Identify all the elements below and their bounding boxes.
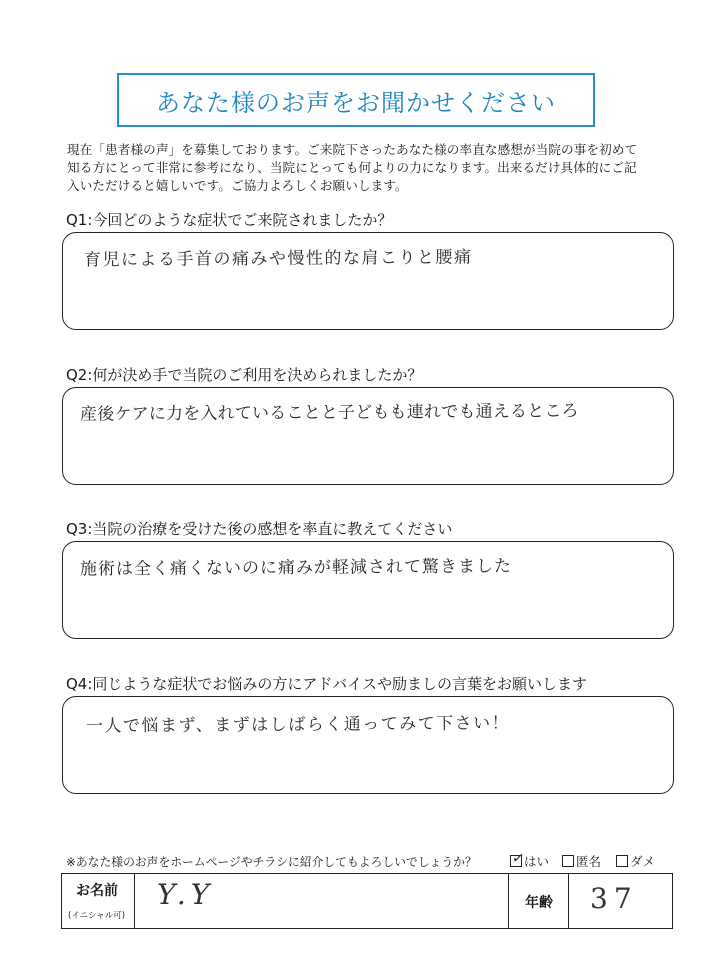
consent-option-label: ダメ bbox=[630, 854, 656, 869]
page-title-text: あなた様のお声をお聞かせください bbox=[156, 88, 556, 117]
answer-1-text: 育児による手首の痛みや慢性的な肩こりと腰痛 bbox=[83, 247, 473, 271]
consent-option-label: 匿名 bbox=[576, 854, 602, 869]
intro-line: 入いただけると嬉しいです。ご協力よろしくお願いします。 bbox=[67, 178, 408, 193]
name-age-table bbox=[61, 873, 673, 929]
question-4-label: Q4:同じような症状でお悩みの方にアドバイスや励ましの言葉をお願いします bbox=[66, 675, 587, 693]
intro-line: 知る方にとって非常に参考になり、当院にとっても何よりの力になります。出来るだけ具体的にご記 bbox=[67, 160, 637, 175]
question-3-label: Q3:当院の治療を受けた後の感想を率直に教えてください bbox=[66, 520, 453, 538]
age-label: 年齢 bbox=[525, 895, 553, 911]
question-2-label: Q2:何が決め手で当院のご利用を決められましたか？ bbox=[66, 366, 423, 384]
intro-paragraph bbox=[67, 141, 677, 195]
intro-line: 現在「患者様の声」を募集しております。ご来院下さったあなた様の率直な感想が当院の事を初めて bbox=[67, 142, 638, 157]
question-1-label: Q1:今回どのような症状でご来院されましたか？ bbox=[66, 211, 393, 229]
check-icon: ✓ bbox=[510, 848, 526, 868]
consent-question: ※あなた様のお声をホームページやチラシに紹介してもよろしいでしょうか？ bbox=[66, 855, 477, 869]
consent-option-yes[interactable] bbox=[510, 848, 550, 870]
consent-option-anonymous[interactable] bbox=[562, 852, 601, 870]
checkbox-checked[interactable] bbox=[510, 848, 526, 868]
consent-option-label: はい bbox=[524, 854, 550, 869]
age-value[interactable]: 37 bbox=[590, 882, 638, 915]
divider bbox=[568, 874, 569, 928]
divider bbox=[134, 874, 135, 928]
checkbox[interactable] bbox=[616, 855, 628, 867]
divider bbox=[508, 874, 509, 928]
page-title bbox=[117, 73, 595, 127]
answer-4-text: 一人で悩まず、まずはしばらく通ってみて下さい！ bbox=[85, 713, 511, 737]
answer-2-text: 産後ケアに力を入れていることと子どもも連れでも通えるところ bbox=[79, 401, 579, 425]
name-value[interactable]: Y.Y bbox=[157, 878, 215, 911]
checkbox[interactable] bbox=[562, 855, 574, 867]
name-sublabel: (イニシャル可) bbox=[68, 911, 126, 921]
answer-3-text: 施術は全く痛くないのに痛みが軽減されて驚きました bbox=[79, 556, 513, 580]
name-label: お名前 bbox=[76, 883, 118, 899]
consent-option-no[interactable] bbox=[616, 852, 655, 870]
